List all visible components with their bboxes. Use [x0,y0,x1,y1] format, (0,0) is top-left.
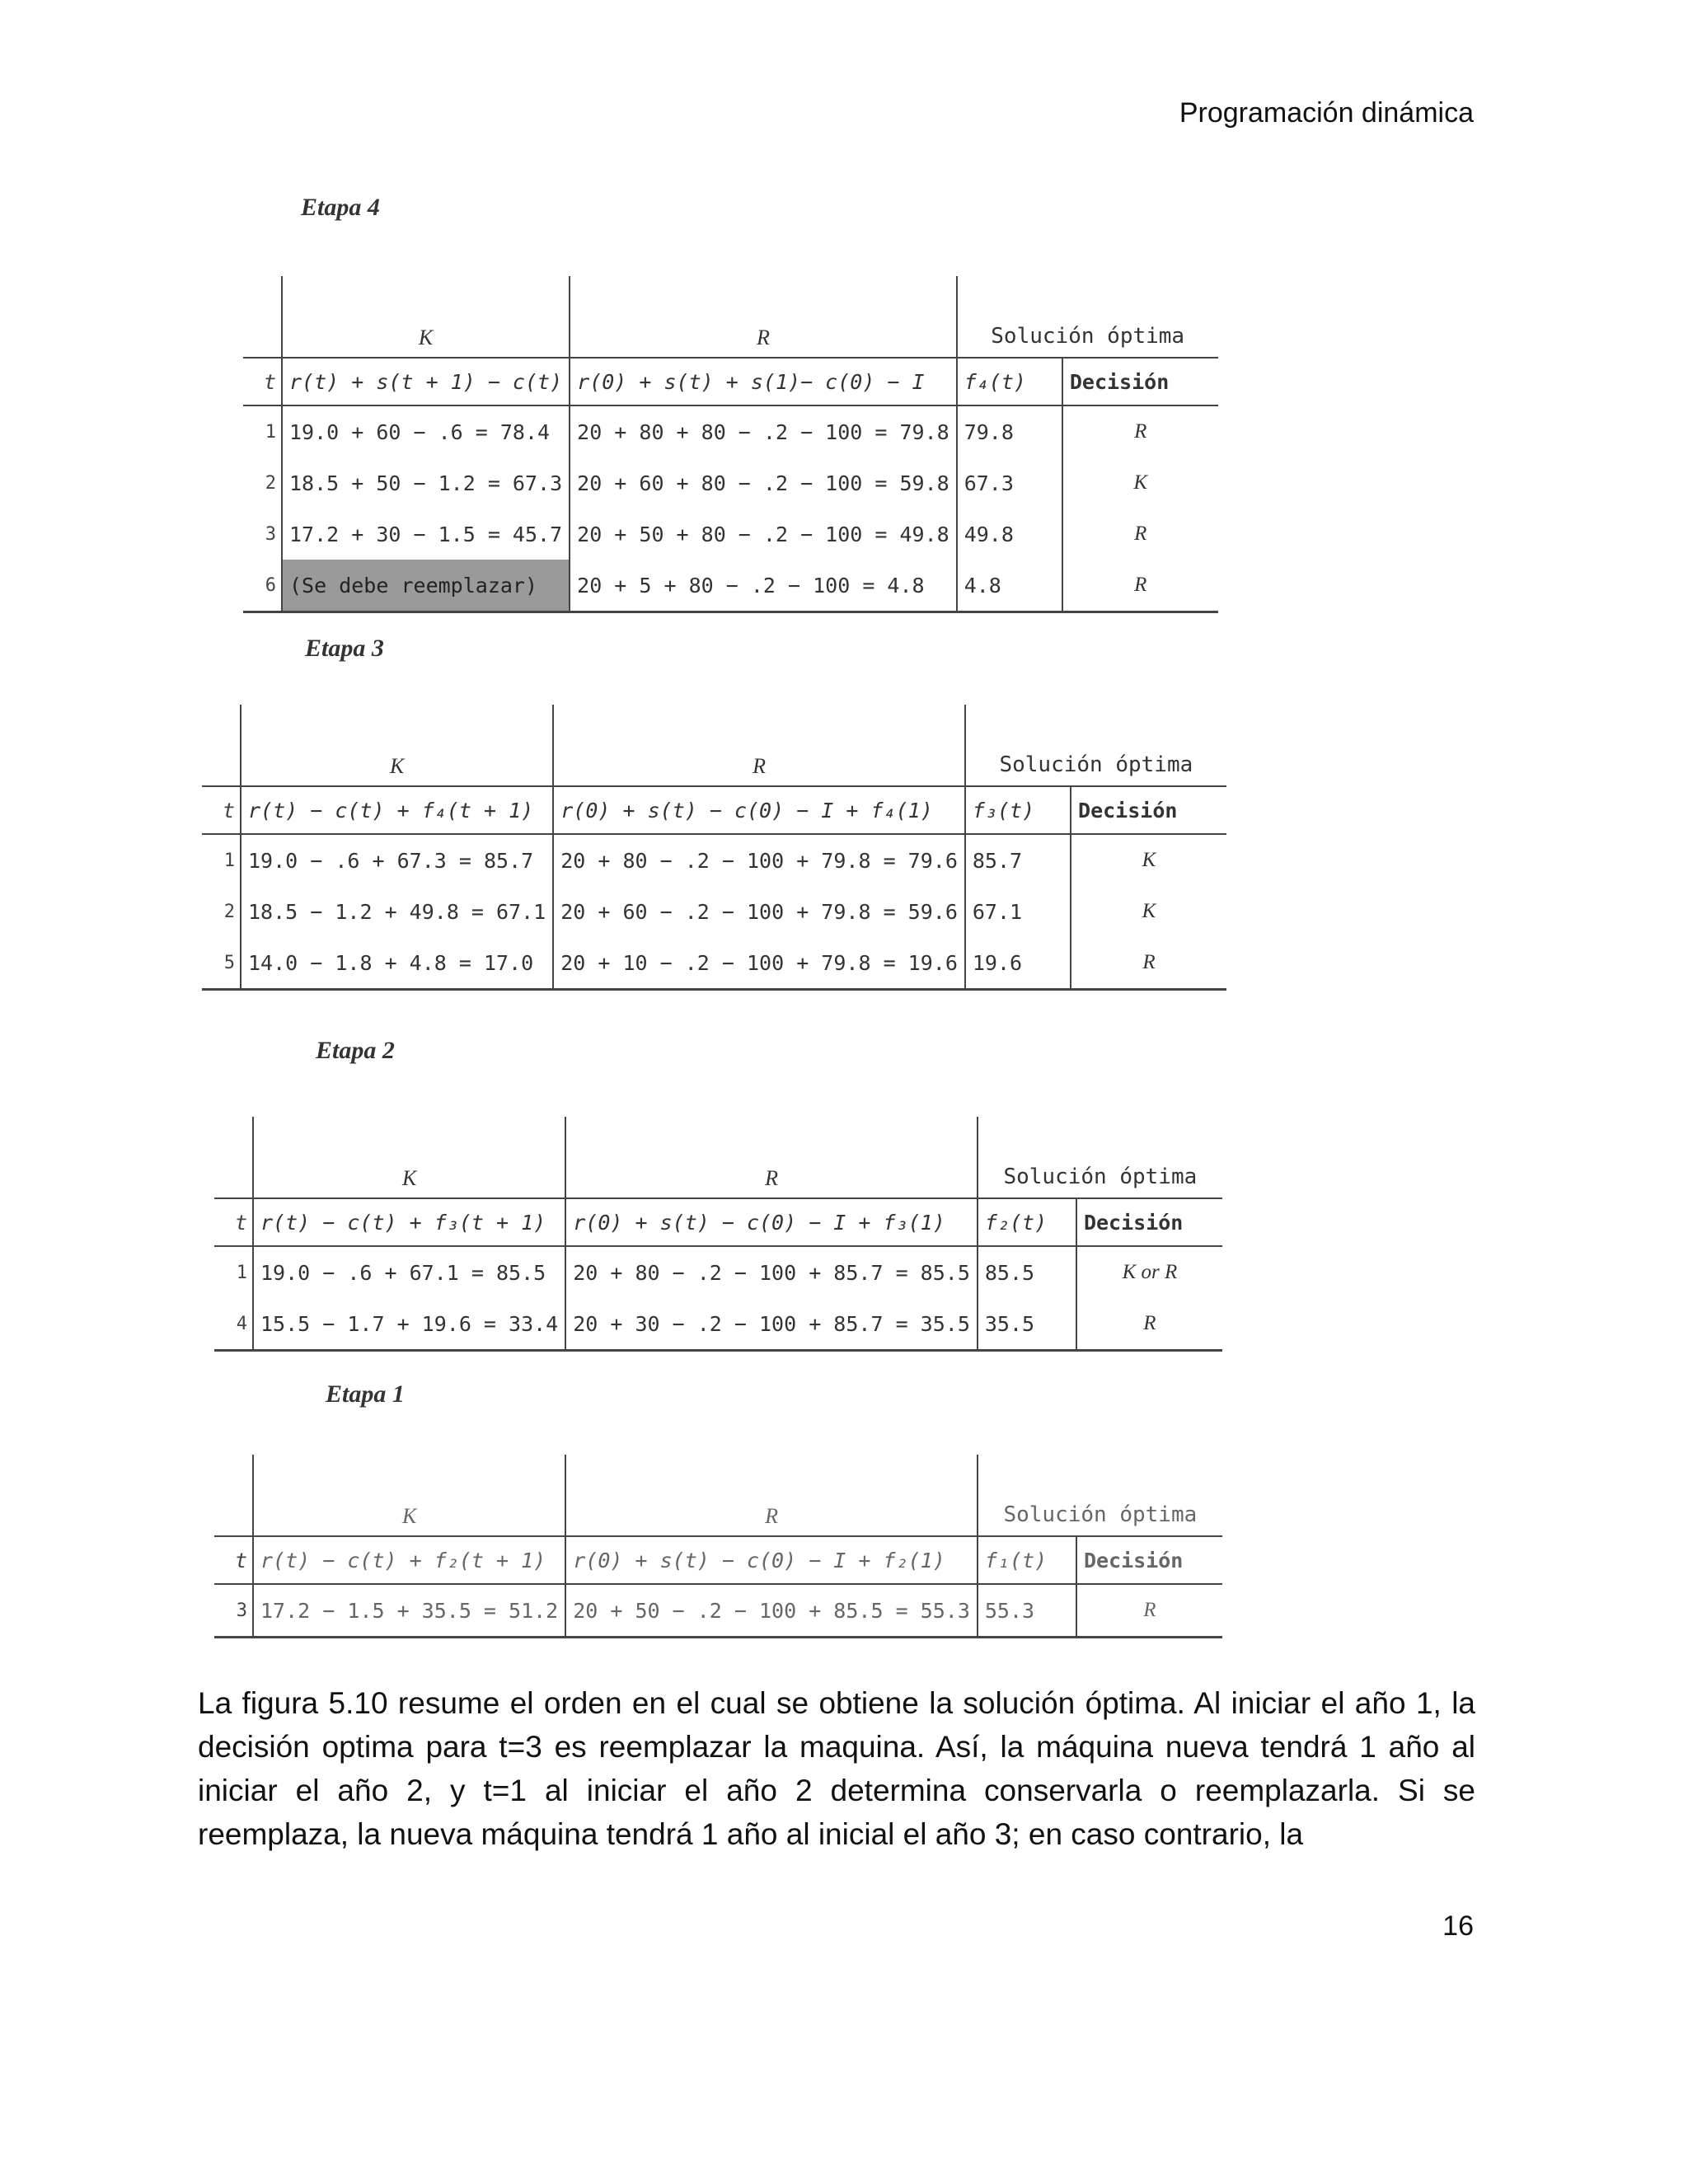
cell-r: 20 + 60 + 80 − .2 − 100 = 59.8 [570,457,957,509]
stage-3-hdr-t: t [202,786,241,834]
cell-d: R [1134,420,1147,443]
cell-t: 3 [243,509,282,560]
cell-k: 14.0 − 1.8 + 4.8 = 17.0 [241,937,553,990]
stage-1-hdr-k: r(t) − c(t) + f₂(t + 1) [253,1536,565,1584]
stage-1-hdr-d: Decisión [1076,1536,1222,1584]
stage-2-col-r: R [565,1117,978,1198]
cell-t: 6 [243,560,282,612]
cell-r: 20 + 50 + 80 − .2 − 100 = 49.8 [570,509,957,560]
stage-4-title: Etapa 4 [301,194,380,221]
table-row [243,405,1218,457]
cell-r: 20 + 80 − .2 − 100 + 85.7 = 85.5 [565,1246,978,1298]
cell-d: R [1134,523,1147,545]
cell-f: 67.1 [965,886,1071,937]
cell-t: 4 [214,1298,253,1351]
stage-3-table [202,705,1226,991]
cell-f: 4.8 [957,560,1062,612]
stage-1-hdr-f: f₁(t) [978,1536,1076,1584]
stage-1-hdr-r: r(0) + s(t) − c(0) − I + f₂(1) [565,1536,978,1584]
page-number: 16 [1442,1910,1474,1942]
cell-t: 3 [214,1584,253,1638]
cell-f: 67.3 [957,457,1062,509]
stage-3-hdr-k: r(t) − c(t) + f₄(t + 1) [241,786,553,834]
body-paragraph: La figura 5.10 resume el orden en el cual se obtiene la solución óptima. Al iniciar el año 1, la decisión optima para t=3 es reemplazar la maquina. Así, la máquina nueva tendrá 1 año al iniciar el año 2, y t=1 al iniciar el año 2 determina conservarla o reemplazarla. Si se reemplaza, la nueva máquina tendrá 1 año al inicial el año 3; en caso contrario, la [198,1686,1475,1851]
table-row [202,886,1226,937]
stage-2-hdr-r: r(0) + s(t) − c(0) − I + f₃(1) [565,1198,978,1246]
cell-d: K or R [1122,1261,1178,1283]
stage-2-title: Etapa 2 [316,1037,395,1064]
stage-3-hdr-d: Decisión [1071,786,1226,834]
table-row [202,834,1226,886]
cell-k: 18.5 + 50 − 1.2 = 67.3 [282,457,570,509]
cell-k: 15.5 − 1.7 + 19.6 = 33.4 [253,1298,565,1351]
stage-4-hdr-d: Decisión [1062,358,1218,405]
stage-4-hdr-r: r(0) + s(t) + s(1)− c(0) − I [570,358,957,405]
cell-t: 1 [243,405,282,457]
cell-t: 1 [202,834,241,886]
cell-f: 85.7 [965,834,1071,886]
running-header: Programación dinámica [1179,97,1474,129]
cell-k: 19.0 − .6 + 67.3 = 85.7 [241,834,553,886]
stage-2-hdr-d: Decisión [1076,1198,1222,1246]
stage-2-table [214,1117,1222,1352]
stage-1-col-k: K [253,1455,565,1536]
table-row [214,1584,1222,1638]
cell-f: 85.5 [978,1246,1076,1298]
stage-2-col-k: K [253,1117,565,1198]
stage-3-hdr-r: r(0) + s(t) − c(0) − I + f₄(1) [553,786,965,834]
cell-f: 79.8 [957,405,1062,457]
stage-4-table [243,276,1218,613]
cell-t: 1 [214,1246,253,1298]
cell-r: 20 + 5 + 80 − .2 − 100 = 4.8 [570,560,957,612]
stage-2-col-opt: Solución óptima [1003,1165,1198,1189]
stage-1-col-opt: Solución óptima [1003,1502,1198,1527]
stage-4-hdr-f: f₄(t) [957,358,1062,405]
stage-1-table [214,1455,1222,1638]
cell-r: 20 + 80 + 80 − .2 − 100 = 79.8 [570,405,957,457]
table-row [214,1298,1222,1351]
cell-k-shaded: (Se debe reemplazar) [282,560,570,612]
stage-3-hdr-f: f₃(t) [965,786,1071,834]
cell-k: 19.0 + 60 − .6 = 78.4 [282,405,570,457]
cell-d: K [1133,471,1148,494]
cell-r: 20 + 60 − .2 − 100 + 79.8 = 59.6 [553,886,965,937]
stage-1-hdr-t: t [214,1536,253,1584]
cell-d: K [1142,849,1156,871]
stage-3-col-r: R [553,705,965,786]
stage-4-hdr-t: t [243,358,282,405]
stage-3-col-k: K [241,705,553,786]
cell-f: 19.6 [965,937,1071,990]
cell-d: R [1076,1298,1222,1351]
stage-4-col-r: R [570,276,957,358]
stage-4-col-opt: Solución óptima [991,324,1185,349]
cell-r: 20 + 10 − .2 − 100 + 79.8 = 19.6 [553,937,965,990]
cell-k: 19.0 − .6 + 67.1 = 85.5 [253,1246,565,1298]
table-row [202,937,1226,990]
stage-2-hdr-t: t [214,1198,253,1246]
cell-d: R [1076,1584,1222,1638]
cell-k: 18.5 − 1.2 + 49.8 = 67.1 [241,886,553,937]
cell-r: 20 + 50 − .2 − 100 + 85.5 = 55.3 [565,1584,978,1638]
cell-f: 55.3 [978,1584,1076,1638]
cell-k: 17.2 + 30 − 1.5 = 45.7 [282,509,570,560]
table-row [243,457,1218,509]
stage-4-hdr-k: r(t) + s(t + 1) − c(t) [282,358,570,405]
cell-d: R [1062,560,1218,612]
cell-f: 35.5 [978,1298,1076,1351]
stage-3-col-opt: Solución óptima [999,752,1193,777]
stage-1-title: Etapa 1 [326,1380,405,1408]
cell-t: 2 [202,886,241,937]
table-row [243,560,1218,612]
stage-3-title: Etapa 3 [305,635,384,662]
stage-1-col-r: R [565,1455,978,1536]
cell-d: K [1142,900,1156,922]
cell-d: R [1071,937,1226,990]
stage-2-hdr-f: f₂(t) [978,1198,1076,1246]
cell-r: 20 + 30 − .2 − 100 + 85.7 = 35.5 [565,1298,978,1351]
stage-2-hdr-k: r(t) − c(t) + f₃(t + 1) [253,1198,565,1246]
table-row [243,509,1218,560]
cell-t: 2 [243,457,282,509]
cell-f: 49.8 [957,509,1062,560]
stage-4-col-k: K [282,276,570,358]
cell-t: 5 [202,937,241,990]
table-row [214,1246,1222,1298]
cell-r: 20 + 80 − .2 − 100 + 79.8 = 79.6 [553,834,965,886]
cell-k: 17.2 − 1.5 + 35.5 = 51.2 [253,1584,565,1638]
